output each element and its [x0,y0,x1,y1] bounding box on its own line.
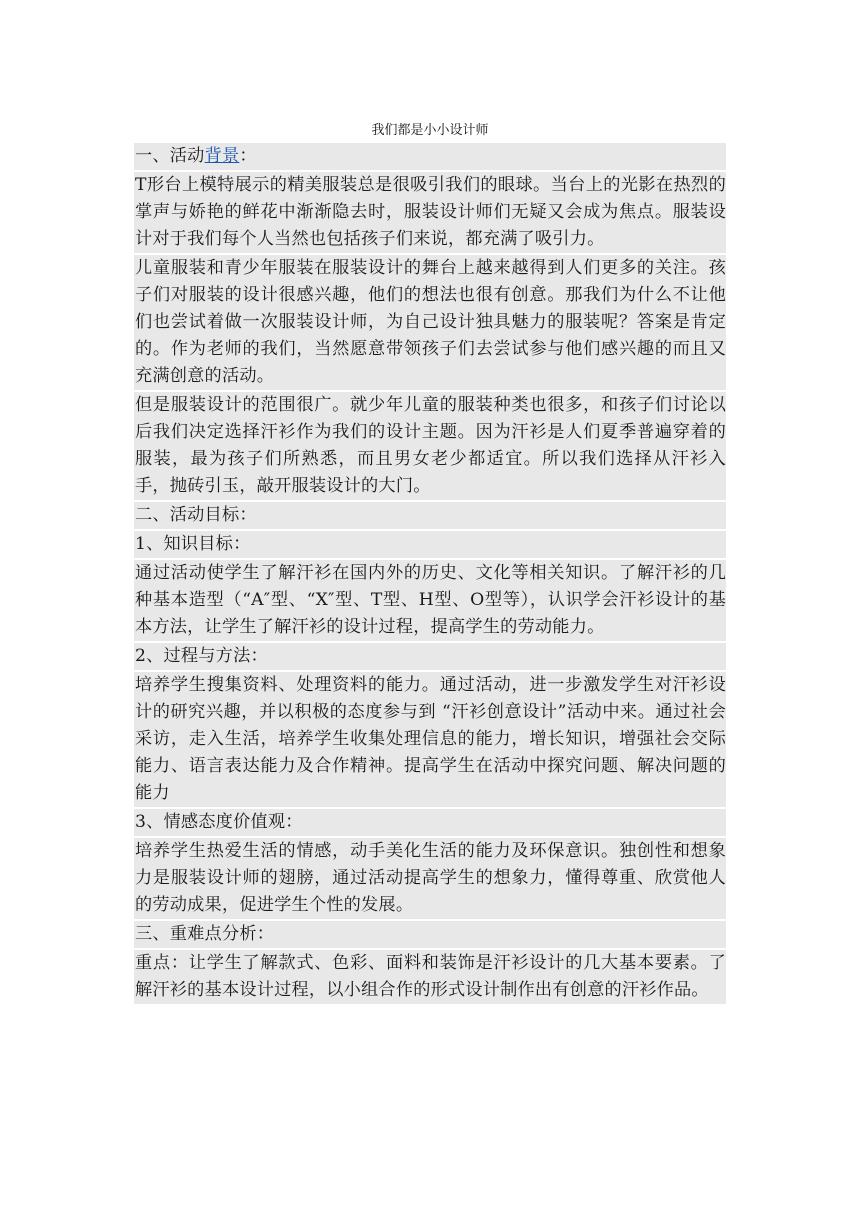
subheading-knowledge: 1、知识目标： [134,531,726,558]
paragraph-attitude: 培养学生热爱生活的情感，动手美化生活的能力及环保意识。独创性和想象力是服装设计师的翅膀，通过活动提高学生的想象力，懂得尊重、欣赏他人的劳动成果，促进学生个性的发展。 [134,838,726,919]
background-link[interactable]: 背景 [204,146,240,166]
subheading-process: 2、过程与方法： [134,643,726,670]
paragraph-background-3: 但是服装设计的范围很广。就少年儿童的服装种类也很多，和孩子们讨论以后我们决定选择汗衫作为我们的设计主题。因为汗衫是人们夏季普遍穿着的服装，最为孩子们所熟悉，而且男女老少都适宜。所以我们选择从汗衫入手，抛砖引玉，敲开服装设计的大门。 [134,392,726,500]
heading-key-points: 三、重难点分析： [134,921,726,948]
document-body [134,143,726,1006]
subheading-attitude: 3、情感态度价值观： [134,809,726,836]
document-title: 我们都是小小设计师 [371,123,489,138]
paragraph-process: 培养学生搜集资料、处理资料的能力。通过活动，进一步激发学生对汗衫设计的研究兴趣，并以积极的态度参与到 “汗衫创意设计”活动中来。通过社会采访，走入生活，培养学生收集处理信息的能力，增长知识，增强社会交际能力、语言表达能力及合作精神。提高学生在活动中探究问题、解决问题的能力 [134,672,726,807]
heading-goals: 二、活动目标： [134,502,726,529]
heading-suffix: ： [239,146,257,166]
paragraph-knowledge: 通过活动使学生了解汗衫在国内外的历史、文化等相关知识。了解汗衫的几种基本造型（“A″型、“X″型、T型、H型、O型等），认识学会汗衫设计的基本方法，让学生了解汗衫的设计过程，提高学生的劳动能力。 [134,560,726,641]
paragraph-background-1: T形台上模特展示的精美服装总是很吸引我们的眼球。当台上的光影在热烈的掌声与娇艳的鲜花中渐渐隐去时，服装设计师们无疑又会成为焦点。服装设计对于我们每个人当然也包括孩子们来说，都充满了吸引力。 [134,172,726,253]
paragraph-key-points: 重点：让学生了解款式、色彩、面料和装饰是汗衫设计的几大基本要素。了解汗衫的基本设计过程，以小组合作的形式设计制作出有创意的汗衫作品。 [134,950,726,1004]
heading-background [134,143,726,170]
heading-prefix: 一、活动 [135,146,205,166]
paragraph-background-2: 儿童服装和青少年服装在服装设计的舞台上越来越得到人们更多的关注。孩子们对服装的设计很感兴趣，他们的想法也很有创意。那我们为什么不让他们也尝试着做一次服装设计师，为自己设计独具魅力的服装呢？答案是肯定的。作为老师的我们，当然愿意带领孩子们去尝试参与他们感兴趣的而且又充满创意的活动。 [134,255,726,390]
